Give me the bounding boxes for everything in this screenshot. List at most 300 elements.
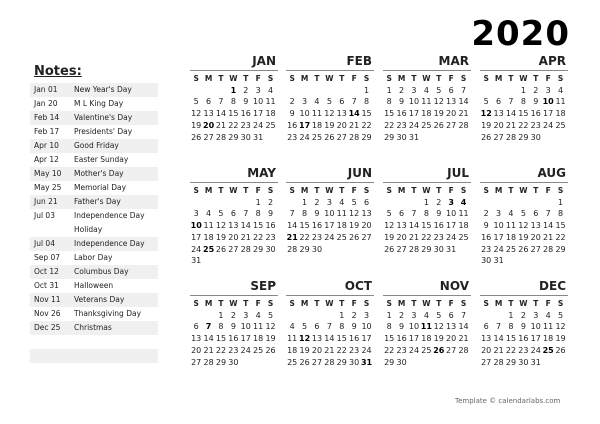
weekday-header: T — [533, 74, 539, 83]
weekday-header: S — [460, 186, 467, 195]
day-cell: 19 — [299, 345, 310, 355]
empty-cell — [215, 85, 227, 97]
weekday-header: S — [386, 186, 392, 195]
day-cell: 16 — [518, 334, 529, 344]
day-cell: 30 — [396, 132, 407, 142]
footer-credit: Template © calendarlabs.com — [455, 397, 561, 405]
day-cell: 8 — [386, 97, 392, 107]
month-sep — [190, 280, 278, 368]
weekday-header: M — [397, 74, 406, 83]
day-cell: 24 — [324, 232, 335, 242]
day-cell: 6 — [363, 197, 370, 207]
weekday-header: S — [483, 299, 489, 308]
month-aug — [480, 167, 568, 267]
empty-cell — [190, 85, 202, 97]
day-cell: 23 — [287, 132, 298, 142]
day-cell: 8 — [386, 322, 392, 332]
day-cell: 18 — [253, 334, 264, 344]
month-title: SEP — [250, 279, 276, 293]
note-name: Columbus Day — [74, 267, 129, 276]
empty-cell — [323, 310, 335, 322]
day-cell: 25 — [542, 345, 554, 355]
weekday-header: F — [448, 186, 454, 195]
note-row-empty — [30, 335, 158, 349]
day-cell: 14 — [408, 221, 420, 231]
day-cell: 1 — [230, 85, 237, 95]
day-cell: 21 — [203, 345, 214, 355]
day-cell: 14 — [505, 109, 517, 119]
empty-cell — [336, 85, 348, 97]
month-title: MAR — [438, 54, 469, 68]
day-cell: 13 — [481, 334, 492, 344]
month-days — [383, 185, 471, 255]
day-cell: 4 — [508, 209, 514, 219]
day-cell: 23 — [396, 345, 407, 355]
day-cell: 9 — [230, 322, 236, 332]
day-cell: 29 — [253, 244, 264, 254]
empty-cell — [298, 310, 310, 322]
month-days — [383, 298, 471, 368]
month-days — [480, 185, 568, 267]
day-cell: 17 — [253, 109, 264, 119]
note-date: May 10 — [34, 169, 62, 178]
day-cell: 19 — [265, 334, 276, 344]
note-row — [30, 209, 158, 237]
day-cell: 4 — [339, 197, 345, 207]
day-cell: 21 — [543, 232, 554, 242]
weekday-header: T — [218, 186, 224, 195]
day-cell: 16 — [433, 221, 444, 231]
weekday-header: F — [351, 186, 357, 195]
day-cell: 15 — [384, 334, 395, 344]
empty-cell — [202, 310, 214, 322]
day-cell: 28 — [203, 357, 214, 367]
day-cell: 19 — [518, 232, 529, 242]
day-cell: 23 — [530, 120, 541, 130]
month-title: JUL — [447, 166, 469, 180]
day-cell: 22 — [505, 345, 517, 355]
day-cell: 1 — [520, 85, 526, 95]
weekday-header: W — [229, 74, 238, 83]
day-cell: 16 — [228, 334, 239, 344]
day-cell: 5 — [267, 310, 274, 320]
day-cell: 1 — [255, 197, 261, 207]
day-cell: 18 — [543, 334, 554, 344]
day-cell: 2 — [230, 310, 236, 320]
day-cell: 21 — [408, 232, 420, 242]
day-cell: 20 — [191, 345, 202, 355]
day-cell: 28 — [458, 345, 469, 355]
day-cell: 19 — [433, 109, 444, 119]
day-cell: 8 — [508, 322, 514, 332]
day-cell: 27 — [191, 357, 202, 367]
day-cell: 18 — [458, 221, 469, 231]
day-cell: 1 — [302, 197, 308, 207]
day-cell: 22 — [555, 232, 566, 242]
note-name: Mother's Day — [74, 169, 124, 178]
day-cell: 23 — [518, 345, 529, 355]
note-date: Sep 07 — [34, 253, 61, 262]
day-cell: 24 — [530, 345, 541, 355]
weekday-header: F — [545, 299, 551, 308]
day-cell: 30 — [530, 132, 541, 142]
weekday-header: M — [494, 186, 503, 195]
day-cell: 17 — [299, 120, 311, 130]
day-cell: 28 — [287, 244, 298, 254]
empty-cell — [202, 197, 214, 209]
day-cell: 2 — [436, 197, 442, 207]
weekday-header: T — [339, 74, 345, 83]
month-title: JUN — [347, 166, 372, 180]
empty-cell — [311, 310, 323, 322]
day-cell: 28 — [458, 120, 469, 130]
day-cell: 13 — [311, 334, 323, 344]
day-cell: 6 — [399, 209, 405, 219]
weekday-header: T — [339, 186, 345, 195]
day-cell: 15 — [228, 109, 239, 119]
note-row — [30, 307, 158, 321]
weekday-header: M — [300, 299, 309, 308]
day-cell: 24 — [446, 232, 457, 242]
day-cell: 17 — [361, 334, 372, 344]
note-date: Jun 21 — [34, 197, 58, 206]
day-cell: 2 — [267, 197, 274, 207]
notes-list — [30, 83, 158, 363]
day-cell: 24 — [191, 244, 202, 254]
day-cell: 5 — [483, 97, 489, 107]
month-divider — [480, 182, 568, 183]
day-cell: 25 — [336, 232, 347, 242]
day-cell: 15 — [505, 334, 517, 344]
year-title: 2020 — [471, 14, 570, 54]
empty-cell — [240, 197, 252, 209]
day-cell: 15 — [215, 334, 227, 344]
day-cell: 17 — [530, 334, 541, 344]
day-cell: 23 — [265, 232, 276, 242]
day-cell: 20 — [336, 120, 347, 130]
day-cell: 5 — [436, 85, 442, 95]
day-cell: 27 — [396, 244, 407, 254]
day-cell: 12 — [215, 221, 227, 231]
day-cell: 10 — [542, 97, 554, 107]
empty-cell — [505, 197, 517, 209]
day-cell: 15 — [384, 109, 395, 119]
day-cell: 23 — [311, 232, 323, 242]
day-cell: 16 — [311, 221, 323, 231]
day-cell: 6 — [483, 322, 489, 332]
weekday-header: F — [448, 74, 454, 83]
weekday-header: S — [557, 186, 564, 195]
day-cell: 1 — [218, 310, 224, 320]
day-cell: 28 — [505, 132, 517, 142]
day-cell: 15 — [555, 221, 566, 231]
day-cell: 7 — [243, 209, 249, 219]
note-date: Nov 26 — [34, 309, 61, 318]
day-cell: 27 — [446, 120, 457, 130]
day-cell: 11 — [505, 221, 517, 231]
weekday-header: T — [508, 186, 514, 195]
weekday-header: M — [204, 186, 213, 195]
empty-cell — [190, 197, 202, 209]
day-cell: 29 — [518, 132, 529, 142]
day-cell: 11 — [311, 109, 323, 119]
empty-cell — [227, 197, 239, 209]
day-cell: 8 — [302, 209, 308, 219]
note-date: Oct 12 — [34, 267, 59, 276]
day-cell: 6 — [339, 97, 345, 107]
month-days — [286, 185, 374, 255]
day-cell: 30 — [518, 357, 529, 367]
note-name: Independence Day Holiday — [74, 211, 145, 234]
day-cell: 16 — [530, 109, 541, 119]
day-cell: 8 — [218, 322, 224, 332]
weekday-header: T — [218, 299, 224, 308]
weekday-header: S — [460, 74, 467, 83]
month-divider — [480, 295, 568, 296]
note-date: Jul 04 — [34, 239, 55, 248]
day-cell: 24 — [408, 345, 420, 355]
day-cell: 4 — [206, 209, 212, 219]
day-cell: 26 — [433, 345, 445, 355]
day-cell: 6 — [496, 97, 502, 107]
note-date: Dec 25 — [34, 323, 61, 332]
month-jan — [190, 55, 278, 143]
day-cell: 12 — [518, 221, 529, 231]
day-cell: 14 — [493, 334, 504, 344]
day-cell: 1 — [386, 310, 392, 320]
weekday-header: M — [494, 74, 503, 83]
day-cell: 23 — [433, 232, 444, 242]
day-cell: 6 — [206, 97, 212, 107]
empty-cell — [492, 197, 504, 209]
month-title: APR — [538, 54, 566, 68]
day-cell: 21 — [458, 334, 469, 344]
day-cell: 2 — [520, 310, 526, 320]
day-cell: 23 — [228, 345, 239, 355]
empty-cell — [480, 310, 492, 322]
note-name: Presidents' Day — [74, 127, 133, 136]
empty-cell — [480, 197, 492, 209]
day-cell: 6 — [193, 322, 199, 332]
weekday-header: T — [508, 299, 514, 308]
weekday-header: T — [411, 299, 417, 308]
day-cell: 9 — [314, 209, 320, 219]
day-cell: 5 — [386, 209, 392, 219]
day-cell: 16 — [349, 334, 360, 344]
weekday-header: W — [422, 186, 431, 195]
day-cell: 20 — [228, 232, 239, 242]
note-row — [30, 251, 158, 265]
day-cell: 13 — [361, 209, 372, 219]
note-row — [30, 111, 158, 125]
note-row — [30, 97, 158, 111]
day-cell: 21 — [349, 120, 360, 130]
day-cell: 11 — [203, 221, 214, 231]
day-cell: 10 — [299, 109, 310, 119]
day-cell: 28 — [240, 244, 251, 254]
day-cell: 30 — [396, 357, 407, 367]
day-cell: 14 — [348, 109, 360, 119]
day-cell: 6 — [314, 322, 320, 332]
note-row — [30, 265, 158, 279]
note-row — [30, 237, 158, 251]
note-row — [30, 125, 158, 139]
day-cell: 8 — [255, 209, 261, 219]
month-apr — [480, 55, 568, 143]
day-cell: 20 — [481, 345, 492, 355]
day-cell: 5 — [218, 209, 224, 219]
day-cell: 6 — [448, 85, 454, 95]
month-jun — [286, 167, 374, 255]
day-cell: 22 — [336, 345, 347, 355]
day-cell: 4 — [423, 310, 429, 320]
day-cell: 14 — [324, 334, 335, 344]
day-cell: 15 — [253, 221, 264, 231]
day-cell: 22 — [518, 120, 529, 130]
note-date: May 25 — [34, 183, 62, 192]
day-cell: 29 — [384, 132, 395, 142]
weekday-header: S — [267, 74, 274, 83]
empty-cell — [202, 85, 214, 97]
day-cell: 3 — [496, 209, 502, 219]
day-cell: 21 — [493, 345, 504, 355]
day-cell: 3 — [411, 310, 417, 320]
weekday-header: M — [204, 299, 213, 308]
note-date: Apr 12 — [34, 155, 59, 164]
day-cell: 22 — [361, 120, 372, 130]
day-cell: 11 — [555, 97, 566, 107]
day-cell: 21 — [215, 120, 227, 130]
day-cell: 17 — [493, 232, 504, 242]
day-cell: 12 — [433, 322, 444, 332]
day-cell: 15 — [336, 334, 347, 344]
weekday-header: W — [519, 186, 528, 195]
weekday-header: S — [193, 299, 199, 308]
day-cell: 5 — [520, 209, 526, 219]
day-cell: 17 — [543, 109, 554, 119]
day-cell: 30 — [228, 357, 239, 367]
day-cell: 24 — [408, 120, 420, 130]
day-cell: 27 — [493, 132, 504, 142]
weekday-header: T — [339, 299, 345, 308]
day-cell: 30 — [481, 256, 492, 266]
day-cell: 1 — [557, 197, 564, 207]
day-cell: 19 — [433, 334, 444, 344]
day-cell: 16 — [481, 232, 492, 242]
day-cell: 19 — [215, 232, 227, 242]
note-row — [30, 181, 158, 195]
day-cell: 28 — [408, 244, 420, 254]
day-cell: 27 — [311, 357, 323, 367]
day-cell: 31 — [253, 132, 264, 142]
day-cell: 3 — [363, 310, 370, 320]
month-title: NOV — [439, 279, 469, 293]
empty-cell — [190, 310, 202, 322]
month-divider — [286, 70, 374, 71]
day-cell: 19 — [555, 334, 566, 344]
month-days — [480, 298, 568, 368]
day-cell: 4 — [557, 85, 564, 95]
day-cell: 11 — [458, 209, 469, 219]
weekday-header: M — [300, 186, 309, 195]
day-cell: 5 — [557, 310, 564, 320]
day-cell: 25 — [555, 120, 566, 130]
note-name: M L King Day — [74, 99, 124, 108]
day-cell: 10 — [530, 322, 541, 332]
day-cell: 18 — [203, 232, 214, 242]
day-cell: 2 — [399, 85, 405, 95]
day-cell: 30 — [349, 357, 360, 367]
empty-cell — [530, 197, 542, 209]
weekday-header: T — [243, 74, 249, 83]
note-date: Feb 14 — [34, 113, 60, 122]
day-cell: 11 — [265, 97, 276, 107]
month-title: OCT — [344, 279, 372, 293]
day-cell: 2 — [289, 97, 295, 107]
day-cell: 16 — [240, 109, 251, 119]
note-row — [30, 321, 158, 335]
empty-cell — [542, 197, 554, 209]
day-cell: 13 — [203, 109, 214, 119]
day-cell: 16 — [396, 109, 407, 119]
day-cell: 27 — [361, 232, 372, 242]
weekday-header: F — [545, 74, 551, 83]
day-cell: 30 — [311, 244, 323, 254]
day-cell: 26 — [384, 244, 395, 254]
day-cell: 10 — [190, 221, 202, 231]
day-cell: 10 — [361, 322, 372, 332]
notes-title: Notes: — [34, 64, 82, 79]
month-feb — [286, 55, 374, 143]
day-cell: 24 — [299, 132, 310, 142]
month-divider — [190, 182, 278, 183]
day-cell: 19 — [324, 120, 335, 130]
day-cell: 7 — [289, 209, 295, 219]
empty-cell — [286, 85, 298, 97]
note-row — [30, 167, 158, 181]
day-cell: 4 — [423, 85, 429, 95]
day-cell: 4 — [267, 85, 274, 95]
day-cell: 14 — [203, 334, 214, 344]
day-cell: 25 — [287, 357, 298, 367]
day-cell: 7 — [218, 97, 224, 107]
empty-cell — [383, 197, 395, 209]
day-cell: 29 — [336, 357, 347, 367]
weekday-header: S — [289, 74, 295, 83]
day-cell: 11 — [253, 322, 264, 332]
weekday-header: S — [289, 299, 295, 308]
weekday-header: S — [193, 74, 199, 83]
day-cell: 12 — [265, 322, 276, 332]
day-cell: 3 — [411, 85, 417, 95]
day-cell: 6 — [448, 310, 454, 320]
day-cell: 13 — [493, 109, 504, 119]
weekday-header: T — [314, 74, 320, 83]
day-cell: 1 — [508, 310, 514, 320]
day-cell: 25 — [311, 132, 323, 142]
note-row — [30, 83, 158, 97]
day-cell: 5 — [193, 97, 199, 107]
day-cell: 6 — [533, 209, 539, 219]
weekday-header: S — [557, 299, 564, 308]
day-cell: 2 — [533, 85, 539, 95]
day-cell: 15 — [299, 221, 310, 231]
empty-cell — [517, 197, 529, 209]
day-cell: 9 — [520, 322, 526, 332]
weekday-header: S — [289, 186, 295, 195]
day-cell: 18 — [311, 120, 323, 130]
day-cell: 15 — [421, 221, 432, 231]
